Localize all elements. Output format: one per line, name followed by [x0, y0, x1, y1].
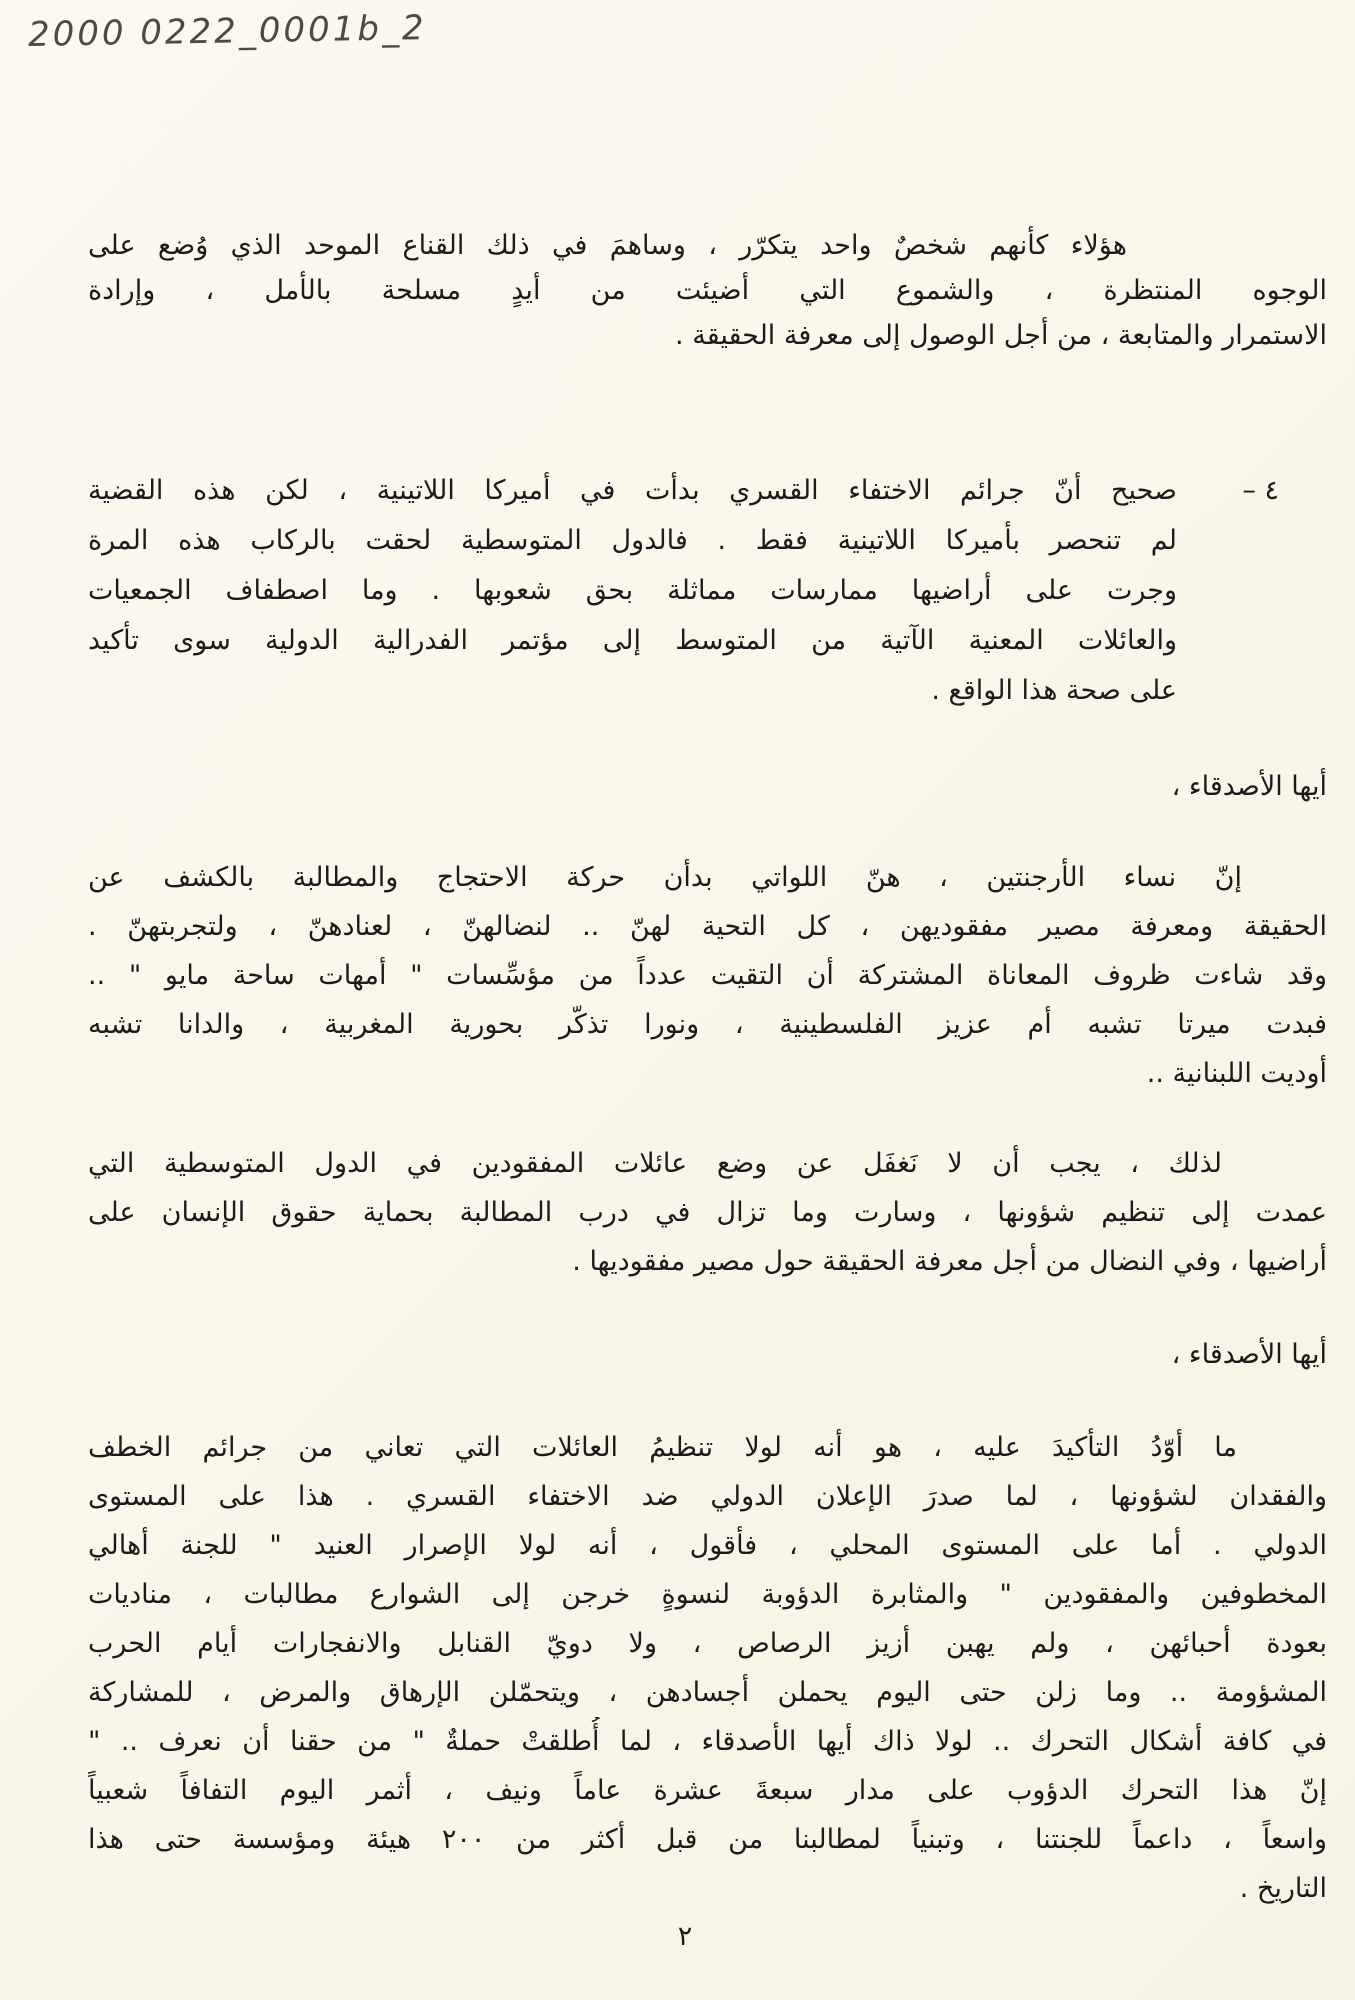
paragraph-families-organizing: [88, 1423, 1327, 1913]
text-line: إنّ نساء الأرجنتين ، هنّ اللواتي بدأن حركة الاحتجاج والمطالبة بالكشف عن: [88, 862, 1242, 893]
text-line: والفقدان لشؤونها ، لما صدرَ الإعلان الدولي ضد الاختفاء القسري . هذا على المستوى: [88, 1481, 1327, 1512]
text-line: الوجوه المنتظرة ، والشموع التي أضيئت من أيدٍ مسلحة بالأمل ، وإرادة: [88, 275, 1327, 306]
item-number-marker: ٤ –: [1242, 475, 1279, 506]
paragraph-mediterranean-families: [88, 1139, 1327, 1286]
text-line: والعائلات المعنية الآتية من المتوسط إلى مؤتمر الفدرالية الدولية سوى تأكيد: [88, 625, 1177, 656]
text-line: وقد شاءت ظروف المعاناة المشتركة أن التقيت عدداً من مؤسِّسات " أمهات ساحة مايو " ..: [88, 960, 1327, 991]
text-line: الدولي . أما على المستوى المحلي ، فأقول ، أنه لولا الإصرار العنيد " للجنة أهالي: [88, 1530, 1327, 1561]
text-line: أراضيها ، وفي النضال من أجل معرفة الحقيقة حول مصير مفقوديها .: [572, 1246, 1327, 1277]
numbered-item-4: [88, 466, 1279, 716]
text-line: لذلك ، يجب أن لا نَغفَل عن وضع عائلات المفقودين في الدول المتوسطية التي: [88, 1148, 1222, 1179]
handwritten-reference-number: 2000 0222_0001b_2: [27, 8, 427, 55]
text-line: هؤلاء كأنهم شخصٌ واحد يتكرّر ، وساهمَ في ذلك القناع الموحد الذي وُضع على: [88, 230, 1127, 261]
text-line: المشؤومة .. وما زلن حتى اليوم يحملن أجسادهن ، ويتحمّلن الإرهاق والمرض ، للمشاركة: [88, 1677, 1327, 1708]
text-line: صحيح أنّ جرائم الاختفاء القسري بدأت في أميركا اللاتينية ، لكن هذه القضية: [88, 475, 1177, 506]
text-line: ما أوّدُ التأكيدَ عليه ، هو أنه لولا تنظيمُ العائلات التي تعاني من جرائم الخطف: [88, 1432, 1237, 1463]
paragraph-continuation: [88, 223, 1327, 358]
text-line: في كافة أشكال التحرك .. لولا ذاك أيها الأصدقاء ، لما أُطلقتْ حملةٌ " من حقنا أن نعرف .. ": [88, 1726, 1327, 1757]
text-line: الحقيقة ومعرفة مصير مفقوديهن ، كل التحية لهنّ .. لنضالهنّ ، لعنادهنّ ، ولتجربتهنّ .: [88, 911, 1327, 942]
salutation-friends-1: أيها الأصدقاء ،: [1171, 771, 1327, 802]
paragraph-argentina-women: [88, 853, 1327, 1098]
text-line: أوديت اللبنانية ..: [1146, 1058, 1327, 1089]
page-number: ٢: [677, 1921, 693, 1952]
text-line: بعودة أحبائهن ، ولم يهبن أزيز الرصاص ، ولا دويّ القنابل والانفجارات أيام الحرب: [88, 1628, 1327, 1659]
text-line: واسعاً ، داعماً للجنتنا ، وتبنياً لمطالبنا من قبل أكثر من ٢٠٠ هيئة ومؤسسة حتى هذا: [88, 1824, 1327, 1855]
text-line: إنّ هذا التحرك الدؤوب على مدار سبعةَ عشرة عاماً ونيف ، أثمر اليوم التفافاً شعبياً: [88, 1775, 1327, 1806]
text-line: لم تنحصر بأميركا اللاتينية فقط . فالدول المتوسطية لحقت بالركاب هذه المرة: [88, 525, 1177, 556]
text-line: على صحة هذا الواقع .: [931, 675, 1177, 706]
text-line: فبدت ميرتا تشبه أم عزيز الفلسطينية ، ونورا تذكّر بحورية المغربية ، والدانا تشبه: [88, 1009, 1327, 1040]
text-line: المخطوفين والمفقودين " والمثابرة الدؤوبة لنسوةٍ خرجن إلى الشوارع مطالبات ، مناديات: [88, 1579, 1327, 1610]
text-line: عمدت إلى تنظيم شؤونها ، وسارت وما تزال في درب المطالبة بحماية حقوق الإنسان على: [88, 1197, 1327, 1228]
text-line: وجرت على أراضيها ممارسات مماثلة بحق شعوبها . وما اصطفاف الجمعيات: [88, 575, 1177, 606]
salutation-friends-2: أيها الأصدقاء ،: [1171, 1339, 1327, 1370]
text-line: الاستمرار والمتابعة ، من أجل الوصول إلى معرفة الحقيقة .: [675, 320, 1327, 351]
text-line: التاريخ .: [1239, 1873, 1327, 1904]
